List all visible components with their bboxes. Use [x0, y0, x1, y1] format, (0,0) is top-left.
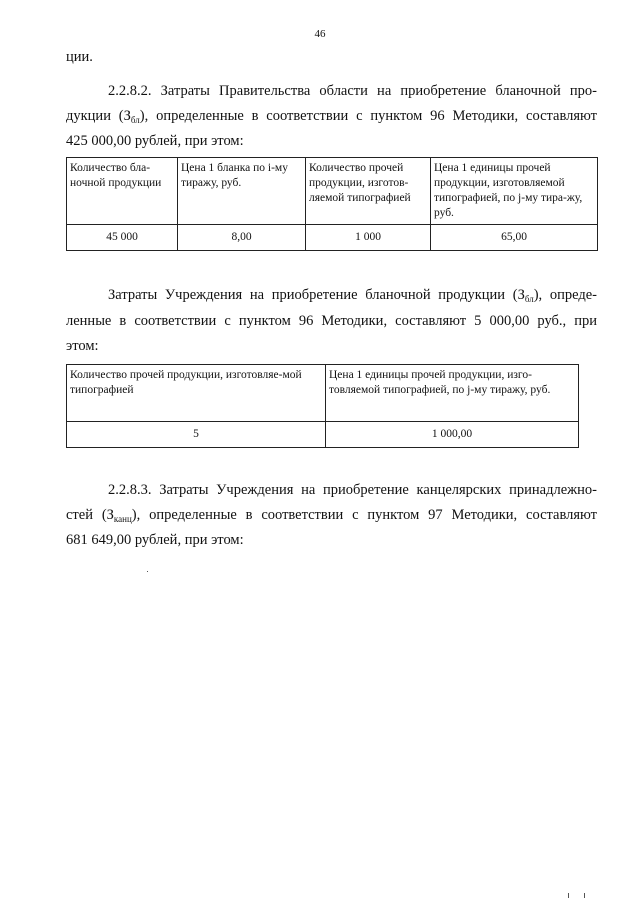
table-cell: 65,00 — [431, 225, 598, 251]
table-cell: 45 000 — [67, 225, 178, 251]
table-cell: 8,00 — [178, 225, 306, 251]
header-text: Цена 1 бланка по i-му тиражу, руб. — [181, 162, 288, 189]
table-blank-production-institution — [66, 364, 579, 448]
text-fragment: ), опреде- — [533, 287, 597, 303]
continuation-text: ции. — [66, 49, 93, 65]
page-number: 46 — [314, 28, 326, 40]
table-header-row — [67, 158, 598, 225]
table-cell: 5 — [67, 422, 326, 448]
table-header-cell — [306, 158, 431, 225]
table-header-cell — [178, 158, 306, 225]
scan-speck — [568, 893, 569, 898]
table-row — [67, 422, 579, 448]
table-header-cell — [67, 158, 178, 225]
table-cell: 1 000,00 — [326, 422, 579, 448]
para-2283-line-1: 2.2.8.3. Затраты Учреждения на приобретение канцелярских принадлежно- — [108, 482, 597, 498]
subscript: бл — [524, 294, 534, 304]
header-text: Цена 1 единицы прочей продукции, изготовляемой типографией, по j-му тира-жу, руб. — [434, 162, 583, 219]
subscript: бл — [130, 115, 140, 125]
para-institution-line-2: ленные в соответствии с пунктом 96 Методики, составляют 5 000,00 руб., при — [66, 313, 597, 329]
table-header-cell — [67, 365, 326, 422]
para-2282-line-2 — [66, 106, 597, 126]
para-institution-line-3: этом: — [66, 338, 99, 354]
para-2282-line-3: 425 000,00 рублей, при этом: — [66, 133, 244, 149]
header-text: Количество прочей продукции, изготов-ляемой типографией — [309, 162, 411, 204]
table-row — [67, 225, 598, 251]
para-2282-line-1: 2.2.8.2. Затраты Правительства области на приобретение бланочной про- — [108, 83, 597, 99]
para-institution-line-1 — [108, 285, 597, 305]
text-fragment: ), определенные в соответствии с пунктом 97 Методики, составляют — [131, 507, 597, 523]
header-text: Цена 1 единицы прочей продукции, изго-товляемой типографией, по j-му тиражу, руб. — [329, 369, 551, 396]
table-header-cell — [326, 365, 579, 422]
text-fragment: Затраты Учреждения на приобретение бланочной продукции (З — [108, 287, 525, 303]
scan-speck — [584, 893, 585, 898]
subscript: канц — [113, 514, 132, 524]
text-fragment: стей (З — [66, 507, 114, 523]
scan-speck — [147, 571, 148, 572]
table-blank-production-gov — [66, 157, 598, 251]
header-text: Количество прочей продукции, изготовляе-мой типографией — [70, 369, 302, 396]
table-cell: 1 000 — [306, 225, 431, 251]
header-text: Количество бла- ночной продукции — [70, 162, 162, 189]
text-fragment: дукции (З — [66, 108, 131, 124]
para-2283-line-2 — [66, 505, 597, 525]
text-fragment: ), определенные в соответствии с пунктом 96 Методики, составляют — [139, 108, 597, 124]
para-2283-line-3: 681 649,00 рублей, при этом: — [66, 532, 244, 548]
table-header-row — [67, 365, 579, 422]
table-header-cell — [431, 158, 598, 225]
